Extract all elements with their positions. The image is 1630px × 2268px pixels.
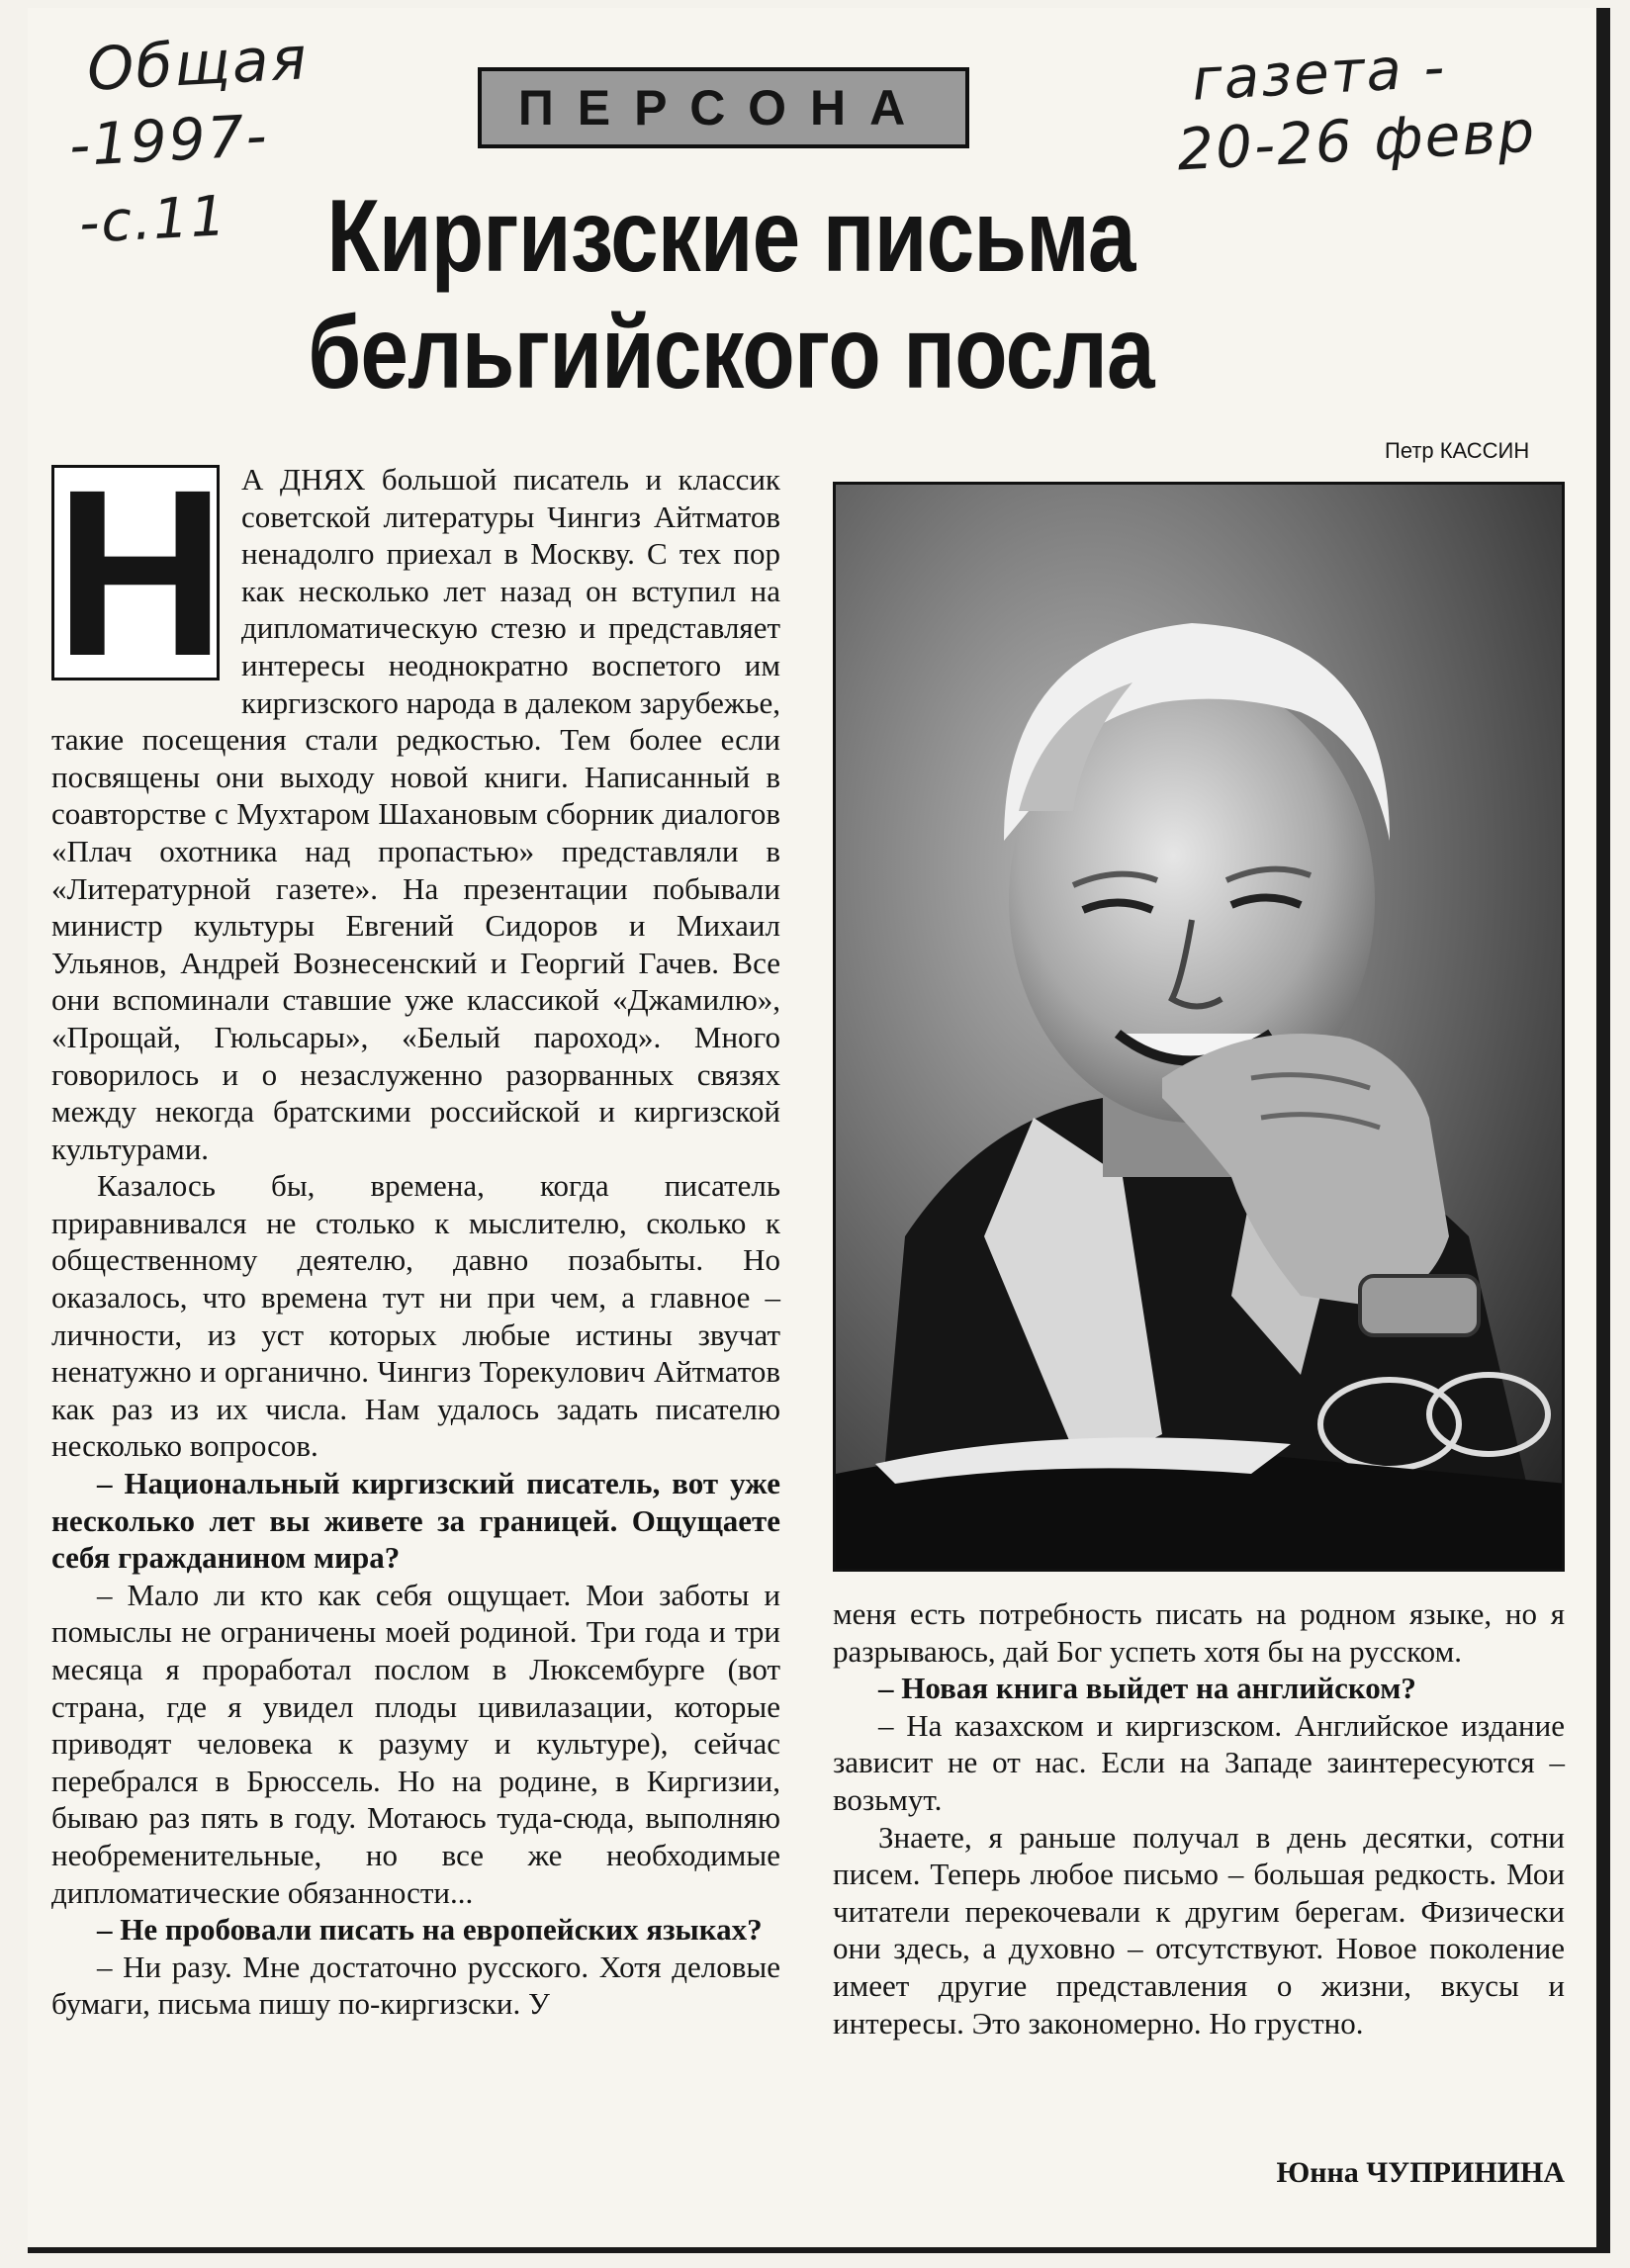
handwritten-note-line3: -с.11 — [77, 184, 229, 256]
headline-line2: бельгийского посла — [308, 296, 1154, 410]
interview-answer-continued: меня есть потребность писать на родном языке, но я разрываюсь, дай Бог успеть хотя бы на русском. — [833, 1596, 1565, 1669]
author-byline: Юнна ЧУПРИНИНА — [1276, 2156, 1565, 2189]
article-paragraph-intro: А ДНЯХ большой писатель и классик советской литературы Чингиз Айтматов ненадолго приехал в Москву. С тех пор как несколько лет назад он вступил на дипломатическую стезю и представляет интересы неоднократно воспетого им киргизского народа в далеком зарубежье, такие посещения стали редкостью. Тем более если посвящены они выходу новой книги. Написанный в соавторстве с Мухтаром Шахановым сборник диалогов «Плач охотника над пропастью» представляли в «Литературной газете». На презентации побывали министр культуры Евгений Сидоров и Михаил Ульянов, Андрей Вознесенский и Георгий Гачев. Все они вспоминали ставшие уже классикой «Джамилю», «Прощай, Гюльсары», «Белый пароход». Много говорилось и о незаслуженно разорванных связях между некогда братскими российской и киргизской культурами. — [51, 462, 780, 1166]
interview-answer: – На казахском и киргизском. Английское издание зависит не от нас. Если на Западе заинтересуются – возьмут. — [833, 1707, 1565, 1817]
handwritten-note-line4: газета - — [1190, 33, 1448, 114]
handwritten-note-line1: Общая — [85, 24, 311, 105]
handwritten-note-line5: 20-26 февр — [1175, 97, 1538, 184]
headline-line1: Киргизские письма — [326, 179, 1135, 294]
rubric-label: ПЕРСОНА — [478, 67, 969, 148]
interview-question: – Национальный киргизский писатель, вот уже несколько лет вы живете за границей. Ощущаете себя гражданином мира? — [51, 1466, 780, 1576]
interview-question: – Не пробовали писать на европейских языках? — [97, 1912, 763, 1948]
interview-answer: Знаете, я раньше получал в день десятки, сотни писем. Теперь любое письмо – большая редкость. Мои читатели перекочевали к другим берегам. Физически они здесь, а духовно – отсутствуют. Новое поколение имеет другие представления о жизни, вкусы и интересы. Это закономерно. Но грустно. — [833, 1819, 1565, 2041]
article-column-left — [51, 440, 780, 2023]
portrait-illustration — [836, 485, 1565, 1572]
headline — [232, 178, 1229, 411]
article-column-right — [833, 1595, 1565, 2041]
photo-credit: Петр КАССИН — [1385, 438, 1530, 463]
interview-question: – Новая книга выйдет на английском? — [878, 1671, 1416, 1706]
handwritten-note-line2: -1997- — [67, 101, 271, 180]
drop-cap: Н — [51, 465, 220, 680]
interview-answer: – Мало ли кто как себя ощущает. Мои заботы и помыслы не ограничены моей родиной. Три года и три месяца я проработал послом в Люксембурге (вот страна, где я увидел плоды цивилазации, которые приводят человека к разуму и культуре), сейчас перебрался в Брюссель. Но на родине, в Киргизии, бываю раз пять в году. Мотаюсь туда-сюда, выполняю необременительные, но все же необходимые дипломатические обязанности... — [51, 1577, 780, 1910]
article-paragraph: Казалось бы, времена, когда писатель приравнивался не столько к мыслителю, сколько к общественному деятелю, давно позабыты. Но оказалось, что времена тут ни при чем, а главное – личности, из уст которых любые истины звучат ненатужно и органично. Чингиз Торекулович Айтматов как раз из их числа. Нам удалось задать писателю несколько вопросов. — [51, 1168, 780, 1464]
portrait-photo — [833, 482, 1565, 1572]
interview-answer: – Ни разу. Мне достаточно русского. Хотя деловые бумаги, письма пишу по-киргизски. У — [51, 1949, 780, 2022]
